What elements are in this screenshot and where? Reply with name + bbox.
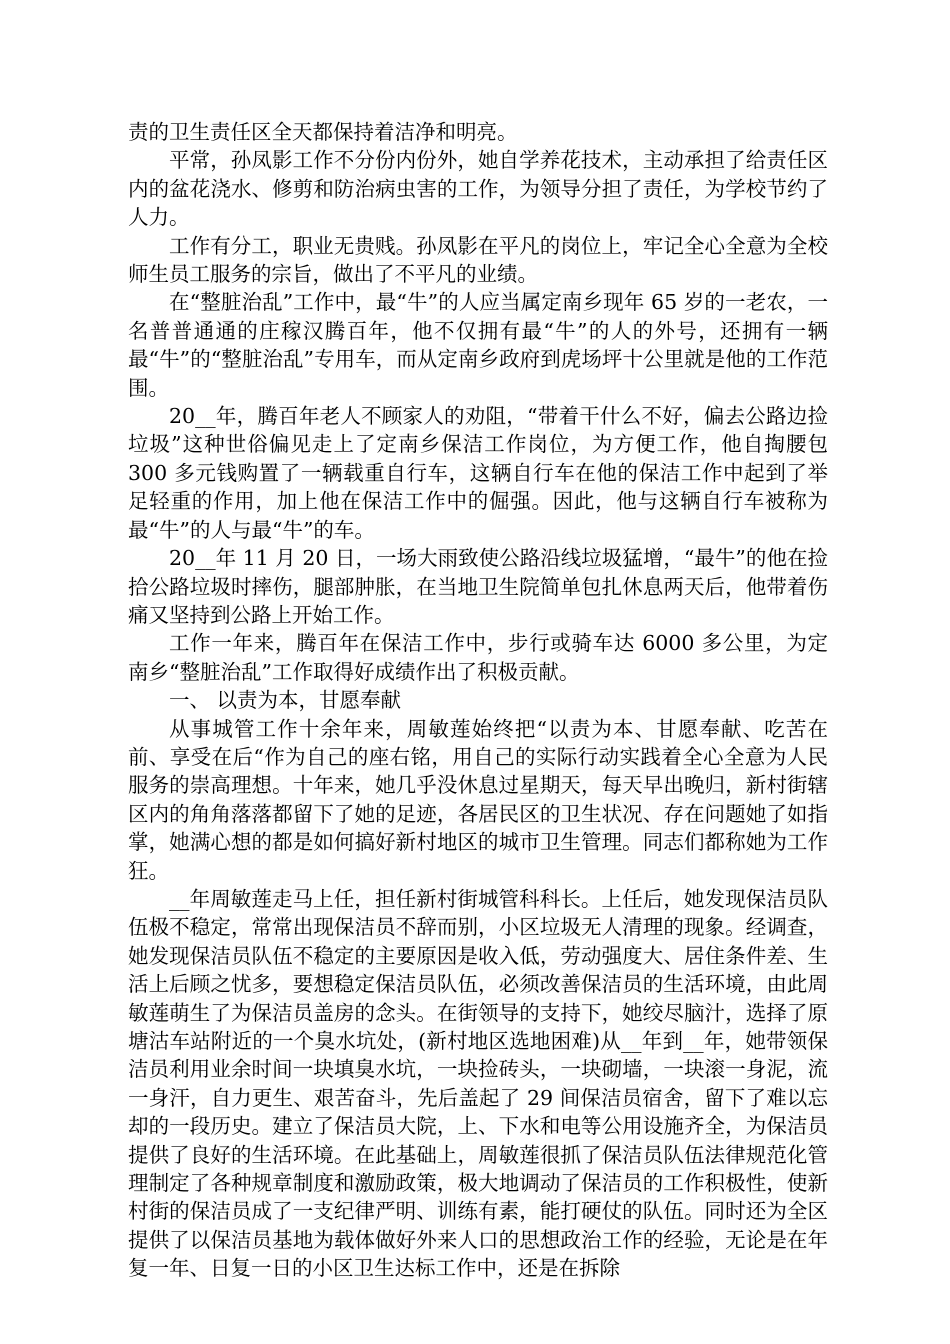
paragraph-1: 责的卫生责任区全天都保持着洁净和明亮。 bbox=[128, 120, 518, 144]
paragraph-7: 工作一年来，腾百年在保洁工作中，步行或骑车达 6000 多公里，为定南乡“整脏治乱”工作取得好成绩作出了积极贡献。 bbox=[128, 631, 828, 684]
paragraph-4: 在“整脏治乱”工作中，最“牛”的人应当属定南乡现年 65 岁的一老农，一名普普通通的庄稼汉腾百年，他不仅拥有最“牛”的人的外号，还拥有一辆最“牛”的“整脏治乱”专用车，而从定南乡政府到虎场坪十公里就是他的工作范围。 bbox=[128, 290, 828, 400]
paragraph-10: __年周敏莲走马上任，担任新村街城管科科长。上任后，她发现保洁员队伍极不稳定，常常出现保洁员不辞而别，小区垃圾无人清理的现象。经调查，她发现保洁员队伍不稳定的主要原因是收入低，劳动强度大、居住条件差、生活上后顾之忧多，要想稳定保洁员队伍，必须改善保洁员的生活环境，由此周敏莲萌生了为保洁员盖房的念头。在街领导的支持下，她绞尽脑汁，选择了原塘沽车站附近的一个臭水坑处，(新村地区选地困难)从__年到__年，她带领保洁员利用业余时间一块填臭水坑，一块捡砖头，一块砌墙，一块滚一身泥，流一身汗，自力更生、艰苦奋斗，先后盖起了 29 间保洁员宿舍，留下了难以忘却的一段历史。建立了保洁员大院，上、下水和电等公用设施齐全，为保洁员提供了良好的生活环境。在此基础上，周敏莲很抓了保洁员队伍法律规范化管理制定了各种规章制度和激励政策，极大地调动了保洁员的工作积极性，使新村街的保洁员成了一支纪律严明、训练有素，能打硬仗的队伍。同时还为全区提供了以保洁员基地为载体做好外来人口的思想政治工作的经验，无论是在年复一年、日复一日的小区卫生达标工作中，还是在拆除 bbox=[128, 886, 828, 1281]
document-body bbox=[128, 118, 828, 1283]
paragraph-5: 20__年，腾百年老人不顾家人的劝阻，“带着干什么不好，偏去公路边捡垃圾”这种世俗偏见走上了定南乡保洁工作岗位，为方便工作，他自掏腰包 300 多元钱购置了一辆载重自行车，这辆自行车在他的保洁工作中起到了举足轻重的作用，加上他在保洁工作中的倔强。因此，他与这辆自行车被称为最“牛”的人与最“牛”的车。 bbox=[128, 404, 828, 542]
paragraph-9: 从事城管工作十余年来，周敏莲始终把“以责为本、甘愿奉献、吃苦在前、享受在后“作为自己的座右铭，用自己的实际行动实践着全心全意为人民服务的崇高理想。十年来，她几乎没休息过星期天，每天早出晚归，新村街辖区内的角角落落都留下了她的足迹，各居民区的卫生状况、存在问题她了如指掌，她满心想的都是如何搞好新村地区的城市卫生管理。同志们都称她为工作狂。 bbox=[128, 716, 828, 883]
paragraph-3: 工作有分工，职业无贵贱。孙凤影在平凡的岗位上，牢记全心全意为全校师生员工服务的宗旨，做出了不平凡的业绩。 bbox=[128, 233, 828, 287]
section-heading: 一、 以责为本，甘愿奉献 bbox=[169, 688, 402, 713]
paragraph-6: 20__年 11 月 20 日，一场大雨致使公路沿线垃圾猛增，“最牛”的他在捡拾公路垃圾时摔伤，腿部肿胀，在当地卫生院简单包扎休息两天后，他带着伤痛又坚持到公路上开始工作。 bbox=[128, 546, 828, 627]
paragraph-2: 平常，孙凤影工作不分份内份外，她自学养花技术，主动承担了给责任区内的盆花浇水、修剪和防治病虫害的工作，为领导分担了责任，为学校节约了人力。 bbox=[128, 148, 828, 230]
